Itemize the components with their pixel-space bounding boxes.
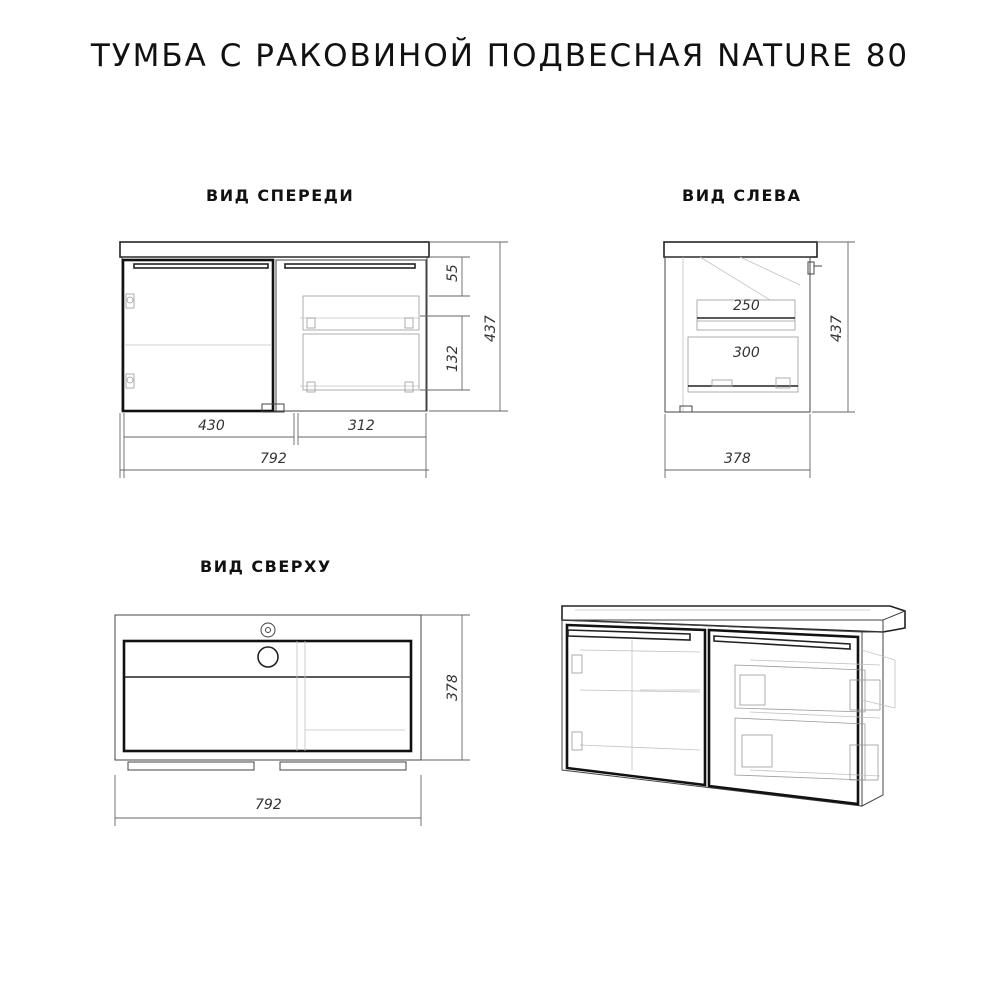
front-view-label: ВИД СПЕРЕДИ	[206, 186, 355, 205]
left-view-label: ВИД СЛЕВА	[682, 186, 802, 205]
front-right-drawer-panel	[276, 260, 426, 411]
top-left-handle	[128, 762, 254, 770]
drawing-title: ТУМБА С РАКОВИНОЙ ПОДВЕСНАЯ NATURE 80	[90, 38, 910, 74]
front-dim-height-total: 437	[483, 315, 499, 342]
front-dim-left-width: 430	[198, 418, 225, 434]
front-left-handle	[134, 264, 268, 268]
front-lower-drawer-box	[303, 334, 419, 390]
top-view-drawing	[115, 615, 470, 826]
left-dim-lower-drawer: 300	[733, 345, 760, 361]
front-dim-top-gap: 55	[445, 264, 461, 282]
front-dim-right-width: 312	[348, 418, 375, 434]
top-dim-total-width: 792	[255, 797, 282, 813]
front-view-drawing	[120, 242, 508, 478]
iso-left-handle	[568, 630, 690, 640]
front-dim-total-width: 792	[260, 451, 287, 467]
front-right-handle	[285, 264, 415, 268]
left-view-drawing	[664, 242, 855, 478]
top-basin-outline	[124, 641, 411, 751]
top-dim-depth-total: 378	[445, 674, 461, 701]
iso-right-door	[709, 630, 858, 804]
top-faucet-hole	[261, 623, 275, 637]
front-dim-drawer-height: 132	[445, 345, 461, 372]
top-right-handle	[280, 762, 406, 770]
front-hinge-lower	[127, 377, 133, 383]
top-drain-hole	[258, 647, 278, 667]
isometric-view-drawing	[562, 606, 905, 806]
left-dim-height-total: 437	[829, 315, 845, 342]
front-hinge-upper	[127, 297, 133, 303]
iso-left-door	[567, 625, 705, 785]
left-dim-depth-total: 378	[724, 451, 751, 467]
top-view-label: ВИД СВЕРХУ	[200, 557, 332, 576]
front-upper-drawer-box	[303, 296, 419, 330]
front-sink-top	[120, 242, 429, 257]
iso-right-handle	[714, 636, 850, 649]
front-left-door	[123, 260, 273, 411]
left-sink-top	[664, 242, 817, 257]
left-dim-upper-drawer: 250	[733, 298, 760, 314]
